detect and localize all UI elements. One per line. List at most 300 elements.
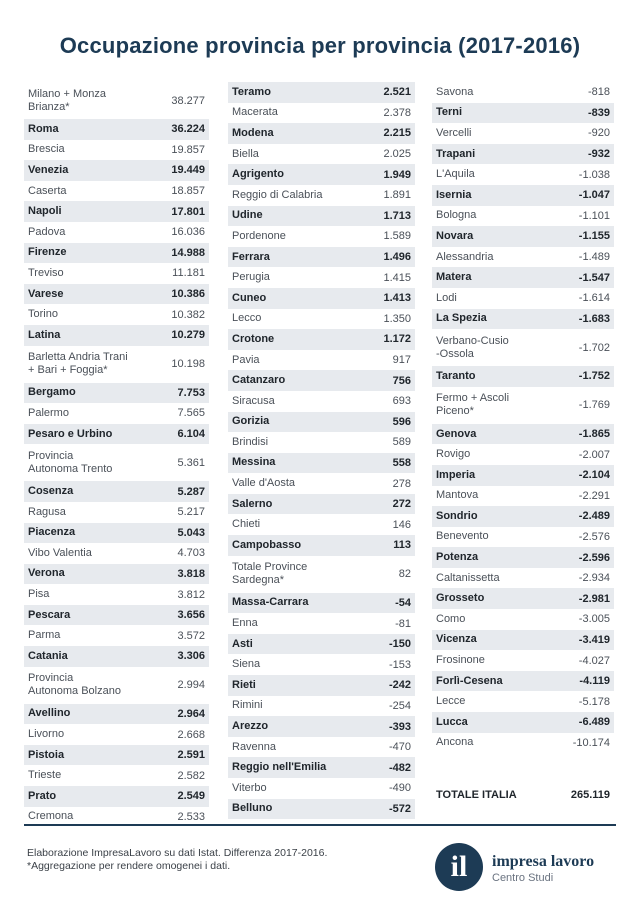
- province-name: Cremona: [28, 810, 74, 823]
- province-name: Belluno: [232, 802, 273, 815]
- province-row: [24, 284, 209, 305]
- province-value: -1.155: [578, 230, 610, 243]
- province-row: [228, 675, 415, 696]
- province-name: Ragusa: [28, 505, 66, 518]
- province-row: [432, 486, 614, 507]
- province-row: [228, 453, 415, 474]
- province-row: [432, 309, 614, 330]
- page-title: Occupazione provincia per provincia (2017-2016): [59, 33, 581, 58]
- province-value: -1.038: [578, 168, 610, 181]
- province-name: Udine: [232, 209, 263, 222]
- province-name: Chieti: [232, 518, 261, 531]
- province-name: Alessandria: [436, 250, 494, 263]
- brand-block: [492, 853, 594, 884]
- province-row: [228, 391, 415, 412]
- province-value: 5.361: [177, 456, 205, 469]
- province-row: [24, 724, 209, 745]
- province-row: [228, 778, 415, 799]
- province-name: Biella: [232, 147, 259, 160]
- province-name: Pistoia: [28, 748, 65, 761]
- province-value: 2.964: [177, 707, 205, 720]
- province-name: Reggio di Calabria: [232, 188, 323, 201]
- province-value: 1.172: [383, 333, 411, 346]
- province-value: -1.702: [578, 341, 610, 354]
- province-value: -2.596: [578, 551, 610, 564]
- province-value: -2.291: [578, 489, 610, 502]
- province-value: -1.489: [578, 251, 610, 264]
- province-value: 756: [392, 374, 411, 387]
- province-value: -2.489: [578, 510, 610, 523]
- province-row: [228, 494, 415, 515]
- province-value: -1.769: [578, 399, 610, 412]
- province-name: Rimini: [232, 699, 263, 712]
- province-row: [432, 444, 614, 465]
- province-row: [228, 799, 415, 820]
- province-name: Novara: [436, 229, 474, 242]
- province-row: [432, 123, 614, 144]
- province-value: 3.572: [177, 629, 205, 642]
- province-value: -5.178: [578, 695, 610, 708]
- province-value: -2.981: [578, 592, 610, 605]
- province-value: 5.287: [177, 485, 205, 498]
- province-value: -1.683: [578, 312, 610, 325]
- province-value: -1.101: [578, 209, 610, 222]
- province-name: Enna: [232, 617, 258, 630]
- province-name: Grosseto: [436, 592, 485, 605]
- province-row: [24, 160, 209, 181]
- province-name: Perugia: [232, 271, 270, 284]
- province-value: 1.496: [383, 251, 411, 264]
- province-row: [228, 613, 415, 634]
- province-value: 589: [392, 436, 411, 449]
- province-value: 113: [393, 539, 411, 552]
- province-name: Cuneo: [232, 291, 267, 304]
- province-row: [24, 346, 209, 383]
- province-name: Avellino: [28, 707, 71, 720]
- province-row: [228, 82, 415, 103]
- province-row: [432, 527, 614, 548]
- province-value: -470: [388, 741, 411, 754]
- province-name: Modena: [232, 126, 274, 139]
- province-name: Padova: [28, 225, 66, 238]
- province-name: Brescia: [28, 143, 65, 156]
- province-value: -153: [388, 658, 411, 671]
- province-value: 3.656: [177, 609, 205, 622]
- province-name: Taranto: [436, 369, 476, 382]
- province-row: [228, 473, 415, 494]
- province-value: -81: [395, 617, 411, 630]
- province-name: La Spezia: [436, 312, 487, 325]
- province-value: 5.217: [177, 506, 205, 519]
- province-name: Macerata: [232, 106, 278, 119]
- province-row: [228, 267, 415, 288]
- province-row: [228, 757, 415, 778]
- province-value: -932: [587, 148, 610, 161]
- province-name: Rovigo: [436, 448, 471, 461]
- province-row: [24, 605, 209, 626]
- province-row: [228, 288, 415, 309]
- province-name: Trieste: [28, 769, 62, 782]
- province-value: 2.591: [177, 749, 205, 762]
- province-row: [228, 144, 415, 165]
- province-value: 19.449: [171, 164, 205, 177]
- province-row: [432, 424, 614, 445]
- province-name: Arezzo: [232, 720, 269, 733]
- province-value: 917: [392, 354, 411, 367]
- column-3: [432, 82, 614, 753]
- province-value: 18.857: [171, 185, 205, 198]
- province-row: [24, 564, 209, 585]
- province-value: 278: [392, 477, 411, 490]
- province-row: [228, 634, 415, 655]
- province-name: Forlì-Cesena: [436, 674, 503, 687]
- province-value: 1.713: [383, 209, 411, 222]
- province-row: [228, 247, 415, 268]
- province-row: [228, 226, 415, 247]
- province-value: 7.565: [177, 407, 205, 420]
- province-value: 272: [392, 498, 411, 511]
- province-value: -150: [388, 638, 411, 651]
- province-value: -1.047: [578, 189, 610, 202]
- brand-subtitle: Centro Studi: [492, 872, 554, 884]
- total-label: TOTALE ITALIA: [436, 789, 517, 801]
- province-value: -920: [587, 127, 610, 140]
- province-row: [228, 432, 415, 453]
- province-row: [24, 424, 209, 445]
- province-name: Treviso: [28, 266, 64, 279]
- province-row: [24, 263, 209, 284]
- province-name: L'Aquila: [436, 168, 475, 181]
- province-value: 38.277: [171, 94, 205, 107]
- province-name: Torino: [28, 308, 58, 321]
- province-name: Bologna: [436, 209, 477, 222]
- province-name: Messina: [232, 456, 276, 469]
- province-name: Pesaro e Urbino: [28, 427, 113, 440]
- province-value: 10.198: [171, 358, 205, 371]
- province-value: 7.753: [177, 386, 205, 399]
- province-name: Livorno: [28, 728, 65, 741]
- province-value: 1.949: [383, 168, 411, 181]
- province-value: 146: [392, 518, 411, 531]
- province-value: 558: [392, 456, 411, 469]
- province-row: [432, 547, 614, 568]
- total-value: 265.119: [570, 789, 610, 801]
- province-name: Sondrio: [436, 509, 478, 522]
- province-row: [432, 568, 614, 589]
- province-row: [432, 387, 614, 424]
- province-row: [24, 646, 209, 667]
- province-row: [24, 543, 209, 564]
- province-name: Lucca: [436, 715, 468, 728]
- province-row: [432, 206, 614, 227]
- province-value: -3.005: [578, 613, 610, 626]
- province-name: Gorizia: [232, 415, 270, 428]
- province-value: 6.104: [177, 428, 205, 441]
- province-value: 2.533: [177, 810, 205, 823]
- province-value: -1.614: [578, 292, 610, 305]
- province-name: Catanzaro: [232, 374, 286, 387]
- province-name: Crotone: [232, 332, 275, 345]
- province-value: -1.547: [578, 271, 610, 284]
- province-row: [432, 144, 614, 165]
- province-name: Frosinone: [436, 654, 485, 667]
- province-value: -2.007: [578, 448, 610, 461]
- province-row: [24, 243, 209, 264]
- province-row: [24, 403, 209, 424]
- province-row: [228, 370, 415, 391]
- province-row: [24, 325, 209, 346]
- province-value: 16.036: [171, 226, 205, 239]
- province-value: 2.582: [177, 769, 205, 782]
- province-value: -6.489: [578, 716, 610, 729]
- province-name: Pordenone: [232, 229, 286, 242]
- province-value: -2.104: [578, 469, 610, 482]
- province-row: [432, 609, 614, 630]
- province-name: Napoli: [28, 205, 62, 218]
- province-value: -572: [388, 802, 411, 815]
- province-name: Rieti: [232, 678, 256, 691]
- province-name: Terni: [436, 106, 463, 119]
- province-name: Palermo: [28, 406, 69, 419]
- aggregation-note: *Aggregazione per rendere omogenei i dati.: [27, 860, 231, 872]
- column-1: [24, 82, 209, 827]
- province-name: Piacenza: [28, 526, 76, 539]
- province-row: [432, 185, 614, 206]
- province-name: Siena: [232, 658, 261, 671]
- province-value: -3.419: [578, 633, 610, 646]
- province-value: 5.043: [177, 526, 205, 539]
- column-2: [228, 82, 415, 819]
- province-value: 82: [398, 568, 411, 581]
- province-value: -818: [587, 86, 610, 99]
- province-row: [24, 222, 209, 243]
- province-name: Pavia: [232, 353, 260, 366]
- province-value: 596: [392, 415, 411, 428]
- province-name: Benevento: [436, 530, 489, 543]
- province-value: 2.215: [383, 127, 411, 140]
- province-name: Massa-Carrara: [232, 596, 309, 609]
- province-row: [24, 383, 209, 404]
- province-row: [228, 329, 415, 350]
- province-name: Varese: [28, 287, 64, 300]
- province-name: Brindisi: [232, 435, 269, 448]
- footer-note: [27, 847, 327, 873]
- province-value: -2.576: [578, 530, 610, 543]
- province-row: [228, 593, 415, 614]
- province-name: Matera: [436, 271, 472, 284]
- province-name: Caltanissetta: [436, 571, 500, 584]
- province-value: 1.415: [383, 271, 411, 284]
- province-name: Totale Province Sardegna*: [232, 561, 308, 587]
- province-value: 2.994: [177, 679, 205, 692]
- province-row: [24, 82, 209, 119]
- province-row: [432, 465, 614, 486]
- province-row: [24, 304, 209, 325]
- province-row: [228, 696, 415, 717]
- brand-name: impresa lavoro: [492, 853, 595, 870]
- province-name: Genova: [436, 427, 477, 440]
- province-name: Verbano-Cusio -Ossola: [436, 334, 509, 360]
- province-name: Viterbo: [232, 781, 267, 794]
- province-value: -393: [388, 720, 411, 733]
- footer-divider: [24, 824, 616, 826]
- province-name: Vicenza: [436, 633, 477, 646]
- province-name: Prato: [28, 789, 57, 802]
- province-value: 19.857: [171, 143, 205, 156]
- province-row: [228, 123, 415, 144]
- province-row: [24, 481, 209, 502]
- province-name: Bergamo: [28, 386, 76, 399]
- province-value: 2.378: [383, 106, 411, 119]
- province-name: Cosenza: [28, 485, 74, 498]
- province-row: [24, 201, 209, 222]
- province-name: Asti: [232, 637, 253, 650]
- province-name: Mantova: [436, 489, 479, 502]
- province-name: Lecco: [232, 312, 262, 325]
- province-value: -839: [587, 106, 610, 119]
- province-value: 17.801: [171, 205, 205, 218]
- province-name: Agrigento: [232, 168, 284, 181]
- province-row: [432, 82, 614, 103]
- province-value: 2.521: [383, 86, 411, 99]
- province-row: [228, 309, 415, 330]
- province-row: [24, 625, 209, 646]
- province-name: Trapani: [436, 147, 476, 160]
- province-value: 11.181: [172, 267, 205, 280]
- province-value: 2.025: [383, 148, 411, 161]
- province-row: [228, 350, 415, 371]
- province-value: 1.350: [383, 312, 411, 325]
- province-name: Como: [436, 612, 466, 625]
- province-value: 10.382: [171, 308, 205, 321]
- province-row: [24, 523, 209, 544]
- province-row: [228, 654, 415, 675]
- province-name: Milano + Monza Brianza*: [28, 87, 106, 113]
- province-name: Ravenna: [232, 740, 277, 753]
- province-row: [24, 502, 209, 523]
- province-row: [432, 288, 614, 309]
- province-row: [228, 185, 415, 206]
- province-name: Campobasso: [232, 538, 302, 551]
- province-name: Ancona: [436, 736, 474, 749]
- province-name: Ferrara: [232, 250, 270, 263]
- province-row: [24, 765, 209, 786]
- province-row: [24, 181, 209, 202]
- province-name: Latina: [28, 328, 61, 341]
- province-name: Roma: [28, 122, 59, 135]
- province-row: [432, 630, 614, 651]
- province-name: Venezia: [28, 163, 69, 176]
- province-row: [228, 716, 415, 737]
- province-row: [24, 745, 209, 766]
- province-row: [228, 103, 415, 124]
- province-row: [228, 737, 415, 758]
- province-row: [432, 671, 614, 692]
- province-value: 10.279: [171, 329, 205, 342]
- province-name: Potenza: [436, 551, 479, 564]
- province-name: Provincia Autonoma Bolzano: [28, 672, 121, 698]
- province-name: Savona: [436, 85, 474, 98]
- province-row: [432, 366, 614, 387]
- impresalavoro-logo-icon: il: [435, 843, 483, 891]
- province-row: [228, 535, 415, 556]
- province-value: 4.703: [177, 547, 205, 560]
- province-row: [432, 588, 614, 609]
- province-row: [432, 247, 614, 268]
- province-name: Reggio nell'Emilia: [232, 761, 327, 774]
- province-name: Firenze: [28, 246, 67, 259]
- province-value: 1.413: [383, 292, 411, 305]
- province-row: [24, 584, 209, 605]
- province-value: 14.988: [171, 246, 205, 259]
- province-name: Fermo + Ascoli Piceno*: [436, 392, 510, 418]
- province-value: -1.752: [578, 370, 610, 383]
- province-row: [24, 667, 209, 704]
- province-row: [432, 226, 614, 247]
- province-row: [432, 329, 614, 366]
- province-row: [24, 119, 209, 140]
- province-value: 3.818: [177, 567, 205, 580]
- province-value: 36.224: [171, 123, 205, 136]
- province-row: [432, 267, 614, 288]
- province-row: [432, 164, 614, 185]
- province-name: Vibo Valentia: [28, 546, 92, 559]
- province-row: [24, 704, 209, 725]
- province-name: Lecce: [436, 695, 466, 708]
- province-value: 1.589: [383, 230, 411, 243]
- province-name: Caserta: [28, 184, 67, 197]
- province-row: [432, 712, 614, 733]
- province-value: 3.306: [177, 650, 205, 663]
- province-row: [228, 514, 415, 535]
- province-row: [432, 103, 614, 124]
- province-name: Lodi: [436, 291, 457, 304]
- province-row: [24, 444, 209, 481]
- province-row: [228, 206, 415, 227]
- province-value: -2.934: [578, 572, 610, 585]
- province-value: 693: [392, 395, 411, 408]
- province-value: 1.891: [383, 189, 411, 202]
- province-value: 2.549: [177, 790, 205, 803]
- province-name: Isernia: [436, 188, 472, 201]
- province-value: -490: [388, 782, 411, 795]
- province-name: Pisa: [28, 588, 50, 601]
- source-note: Elaborazione ImpresaLavoro su dati Istat. Differenza 2017-2016.: [27, 847, 328, 859]
- province-name: Verona: [28, 567, 65, 580]
- province-name: Provincia Autonoma Trento: [28, 449, 113, 475]
- province-value: -4.027: [578, 654, 610, 667]
- province-value: 2.668: [177, 728, 205, 741]
- province-value: -242: [388, 679, 411, 692]
- province-value: -10.174: [572, 736, 610, 749]
- province-name: Catania: [28, 649, 68, 662]
- province-row: [228, 164, 415, 185]
- province-row: [24, 786, 209, 807]
- province-value: 3.812: [177, 588, 205, 601]
- total-row: [432, 786, 614, 804]
- province-name: Salerno: [232, 497, 273, 510]
- province-name: Vercelli: [436, 126, 472, 139]
- province-row: [432, 506, 614, 527]
- province-name: Pescara: [28, 608, 71, 621]
- province-name: Valle d'Aosta: [232, 477, 296, 490]
- province-value: -254: [388, 699, 411, 712]
- province-row: [228, 556, 415, 593]
- province-name: Siracusa: [232, 394, 275, 407]
- province-value: -4.119: [579, 675, 610, 688]
- province-value: -54: [395, 596, 411, 609]
- province-name: Imperia: [436, 468, 476, 481]
